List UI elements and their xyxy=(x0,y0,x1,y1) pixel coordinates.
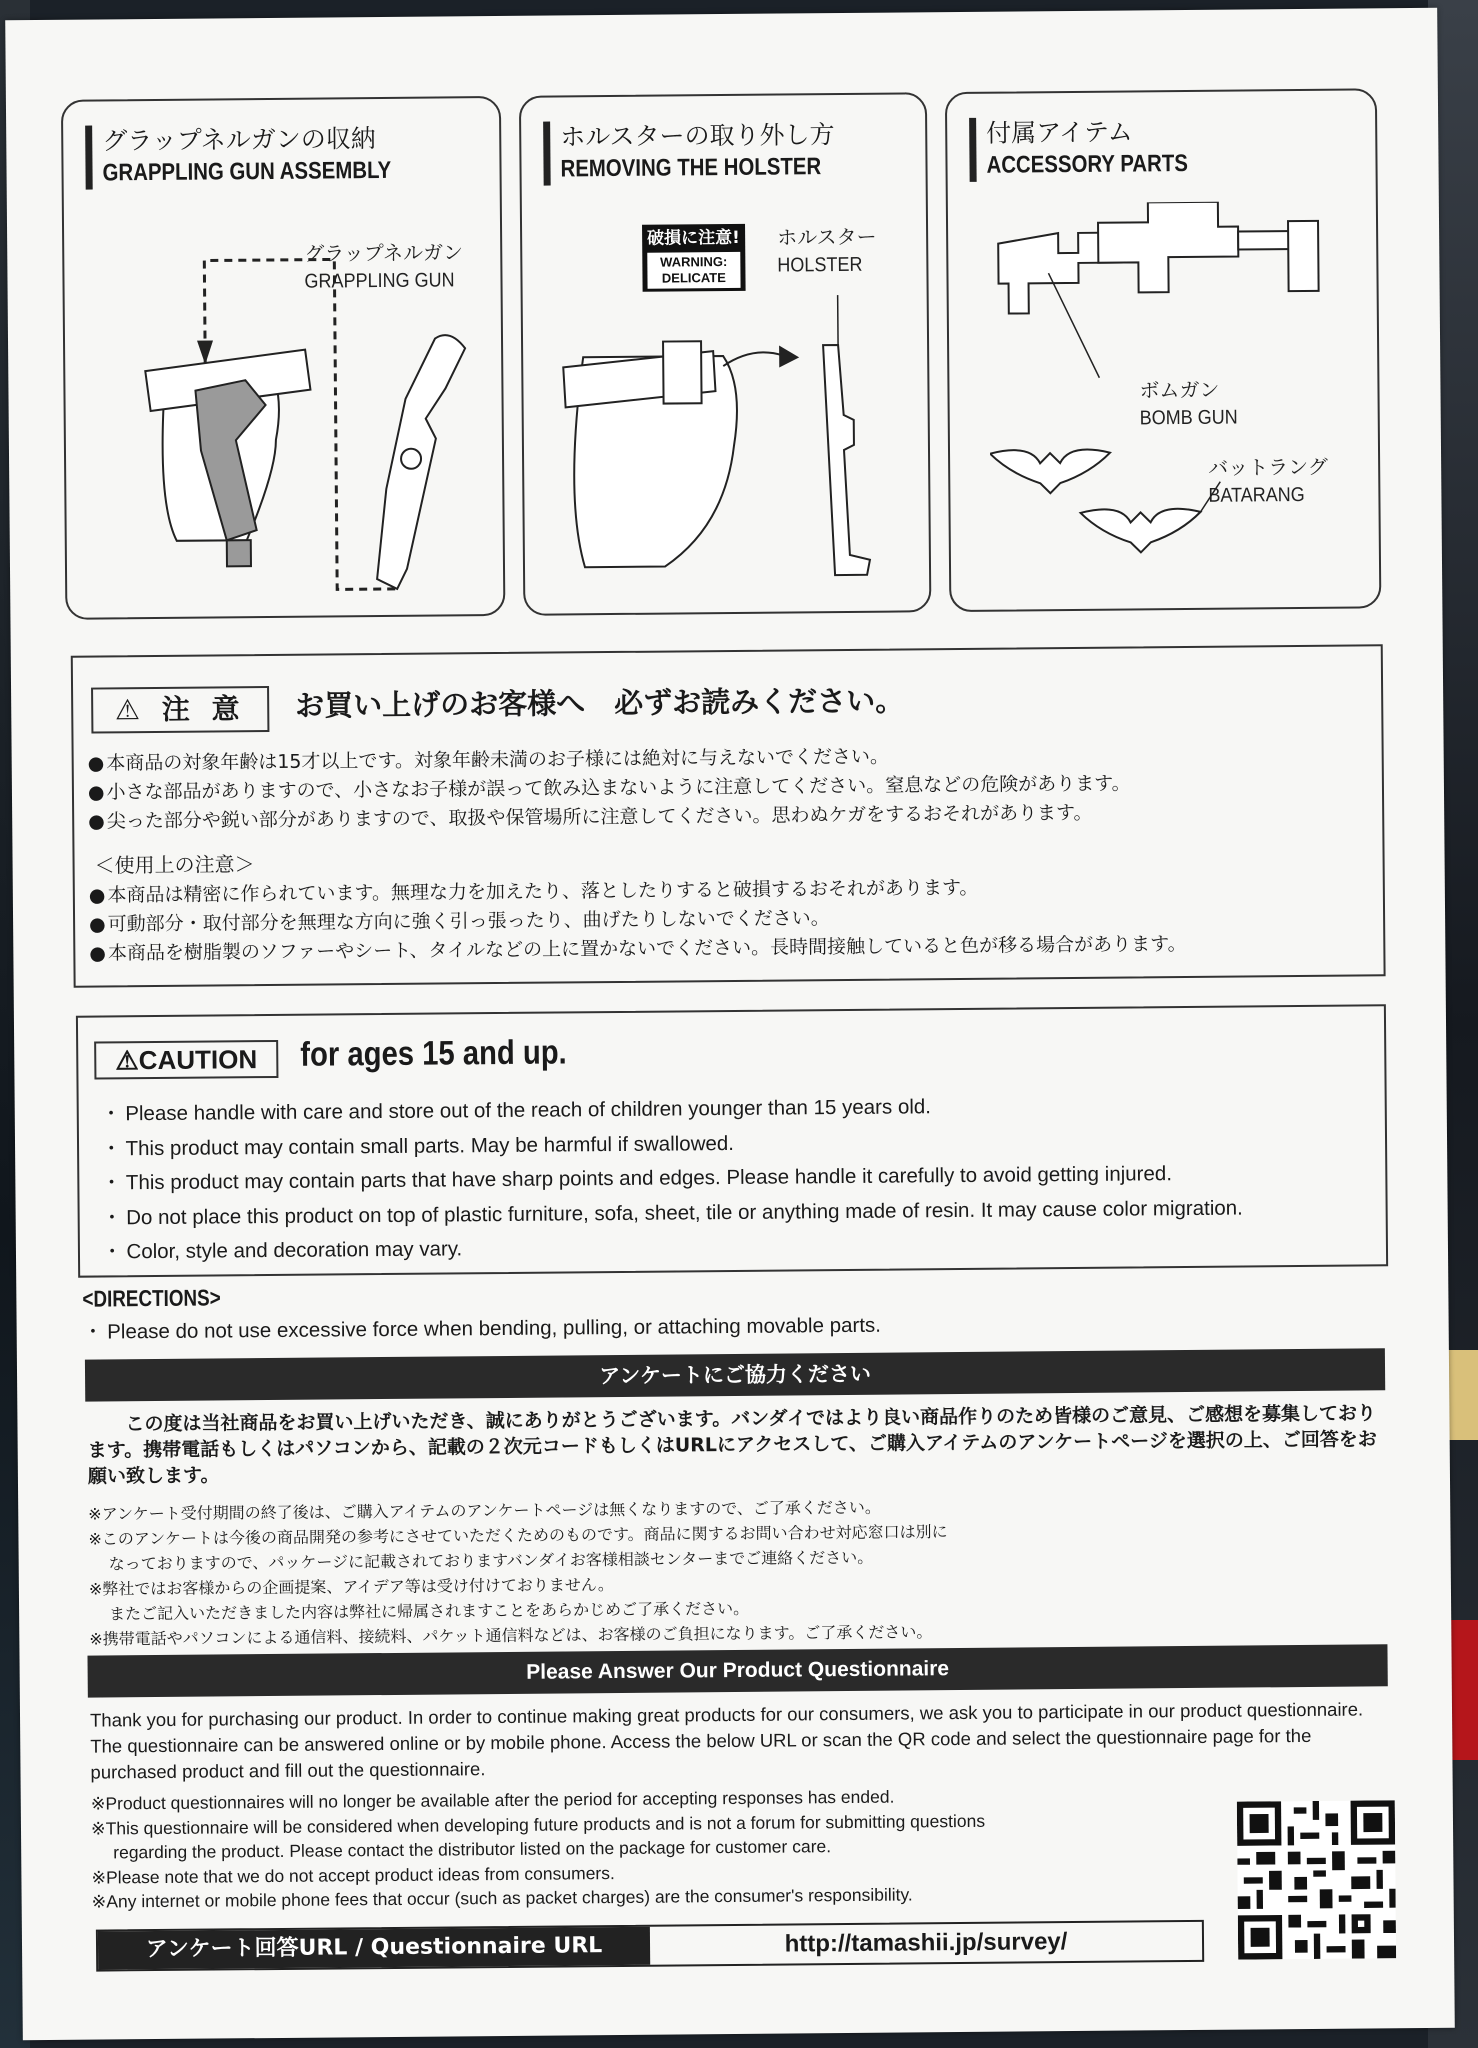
note: ※携帯電話やパソコンによる通信料、接続料、パケット通信料などは、お客様のご負担になります。ご了承ください。 xyxy=(89,1622,933,1649)
panel-title-jp: グラップネルガンの収納 xyxy=(102,124,376,156)
usage-list-jp xyxy=(89,870,1380,968)
questionnaire-url-row xyxy=(96,1920,1204,1972)
note: またご記入いただきました内容は弊社に帰属されますことをあらかじめご了承ください。 xyxy=(109,1598,750,1624)
caution-box-en xyxy=(76,1004,1388,1277)
note: ※Any internet or mobile phone fees that occur (such as packet charges) are the consumer's responsibility. xyxy=(91,1884,913,1912)
note: ※弊社ではお客様からの企画提案、アイデア等は受け付けておりません。 xyxy=(88,1575,614,1599)
panel-title-en: REMOVING THE HOLSTER xyxy=(560,153,822,183)
survey-body-en: Thank you for purchasing our product. In order to continue making great products for our consumers, we ask you to participate in our product questionnaire. The questionnaire can be answered online or by mobile phone. Access the below URL or scan the QR code and select the questionnaire page for the purchased product and fill out the questionnaire. xyxy=(89,1698,1364,1783)
list-item: ● 本商品は精密に作られています。無理な力を加えたり、落としたりすると破損するおそれがあります。 xyxy=(89,870,1379,910)
note: regarding the product. Please contact the distributor listed on the package for customer care. xyxy=(113,1836,832,1863)
warning-delicate-badge xyxy=(642,224,745,292)
list-item: ・ Color, style and decoration may vary. xyxy=(102,1226,1243,1270)
directions xyxy=(82,1279,881,1345)
warning-jp: 破損に注意! xyxy=(647,227,740,249)
panel-title-en: GRAPPLING GUN ASSEMBLY xyxy=(102,156,392,187)
note: ※Please note that we do not accept product ideas from consumers. xyxy=(91,1862,615,1888)
directions-text: ・ Please do not use excessive force when bending, pulling, or attaching movable parts. xyxy=(83,1308,882,1345)
batarang-label xyxy=(1208,453,1328,510)
panel-title xyxy=(543,119,867,186)
directions-title: <DIRECTIONS> xyxy=(82,1284,221,1312)
note: ※This questionnaire will be considered when developing future products and is not a forum for submitting questions xyxy=(90,1810,986,1839)
warning-en xyxy=(647,252,740,289)
warning-en-line1: WARNING: xyxy=(660,253,728,270)
grappling-gun-illustration xyxy=(104,238,487,601)
note: ※このアンケートは今後の商品開発の参考にさせていただくためのものです。商品に関するお問い合わせ対応窓口は別に xyxy=(88,1522,948,1549)
questionnaire-url-link[interactable]: http://tamashii.jp/survey/ xyxy=(784,1928,1068,1958)
panel-accessory-parts xyxy=(945,88,1382,612)
list-item: ● 本商品の対象年齢は15才以上です。対象年齢未満のお子様には絶対に与えないでください。 xyxy=(88,738,1378,778)
survey-header-jp: アンケートにご協力ください xyxy=(85,1348,1385,1401)
note: ※Product questionnaires will no longer be available after the period for accepting responses has ended. xyxy=(90,1786,895,1814)
list-item: ・ This product may contain parts that have sharp points and edges. Please handle it carefully to avoid getting injured. xyxy=(101,1157,1242,1201)
list-item: ・ This product may contain small parts. May be harmful if swallowed. xyxy=(101,1122,1242,1166)
caution-list-jp xyxy=(88,738,1379,836)
list-item: ● 本商品を樹脂製のソファーやシート、タイルなどの上に置かないでください。長時間接触していると色が移る場合があります。 xyxy=(89,928,1379,968)
note: なっておりますので、パッケージに記載されておりますバンダイお客様相談センターまでご連絡ください。 xyxy=(108,1547,874,1574)
bomb-gun-label-jp: ボムガン xyxy=(1139,377,1220,403)
bomb-gun-label-en: BOMB GUN xyxy=(1139,406,1238,430)
batarang-label-en: BATARANG xyxy=(1208,483,1305,507)
holster-label-jp: ホルスター xyxy=(777,224,877,250)
list-item: ・ Please handle with care and store out of the reach of children younger than 15 years old. xyxy=(101,1088,1242,1132)
holster-label-en: HOLSTER xyxy=(777,253,863,277)
usage-subheading: ＜使用上の注意＞ xyxy=(94,852,255,878)
bomb-gun-label xyxy=(1139,375,1248,432)
caution-heading-jp: お買い上げのお客様へ 必ずお読みください。 xyxy=(295,683,905,723)
list-item: ・ Do not place this product on top of plastic furniture, sofa, sheet, tile or anything made of resin. It may cause color migration. xyxy=(102,1191,1243,1235)
panel-holster xyxy=(519,92,932,616)
qr-code-icon[interactable] xyxy=(1237,1800,1396,1959)
list-item: ● 可動部分・取付部分を無理な方向に強く引っ張ったり、曲げたりしないでください。 xyxy=(89,899,1379,939)
grappling-gun-label-en: GRAPPLING GUN xyxy=(304,269,455,293)
panel-title xyxy=(969,116,1223,182)
panel-title-en: ACCESSORY PARTS xyxy=(986,149,1189,179)
caution-tag-jp: ⚠ 注 意 xyxy=(91,686,269,734)
caution-heading-en: for ages 15 and up. xyxy=(300,1033,567,1074)
panel-title-jp: 付属アイテム xyxy=(986,117,1133,148)
panel-title xyxy=(85,122,442,189)
panel-grappling-gun xyxy=(61,96,506,620)
caution-list-en xyxy=(101,1088,1244,1270)
survey-body-jp xyxy=(87,1400,1378,1489)
note: ※アンケート受付期間の終了後は、ご購入アイテムのアンケートページは無くなりますので、ご了承ください。 xyxy=(88,1497,881,1524)
questionnaire-url-label: アンケート回答URL / Questionnaire URL xyxy=(98,1927,650,1970)
survey-body-jp-text: この度は当社商品をお買い上げいただき、誠にありがとうございます。バンダイではより良い商品作りのため皆様のご意見、ご感想を募集しております。携帯電話もしくはパソコンから、記載の２次元コードもしくはURLにアクセスして、ご購入アイテムのアンケートページを選択の上、ご回答をお願い致します。 xyxy=(87,1402,1377,1488)
caution-tag-en: ⚠CAUTION xyxy=(94,1040,278,1080)
survey-notes-en xyxy=(91,1782,1152,1914)
instruction-sheet xyxy=(5,8,1455,2040)
survey-header-en: Please Answer Our Product Questionnaire xyxy=(87,1644,1387,1697)
batarang-label-jp: バットラング xyxy=(1208,454,1328,480)
holster-illustration xyxy=(543,294,916,597)
panel-title-jp: ホルスターの取り外し方 xyxy=(560,120,835,152)
survey-notes-jp xyxy=(88,1490,1379,1651)
warning-en-line2: DELICATE xyxy=(661,270,726,286)
list-item: ● 小さな部品がありますので、小さなお子様が誤って飲み込まないように注意してください。窒息などの危険があります。 xyxy=(88,767,1378,807)
list-item: ● 尖った部分や鋭い部分がありますので、取扱や保管場所に注意してください。思わぬケガをするおそれがあります。 xyxy=(88,796,1378,836)
holster-label xyxy=(777,223,877,280)
caution-box-jp xyxy=(71,644,1386,987)
grappling-gun-label-jp: グラップネルガン xyxy=(304,240,464,266)
